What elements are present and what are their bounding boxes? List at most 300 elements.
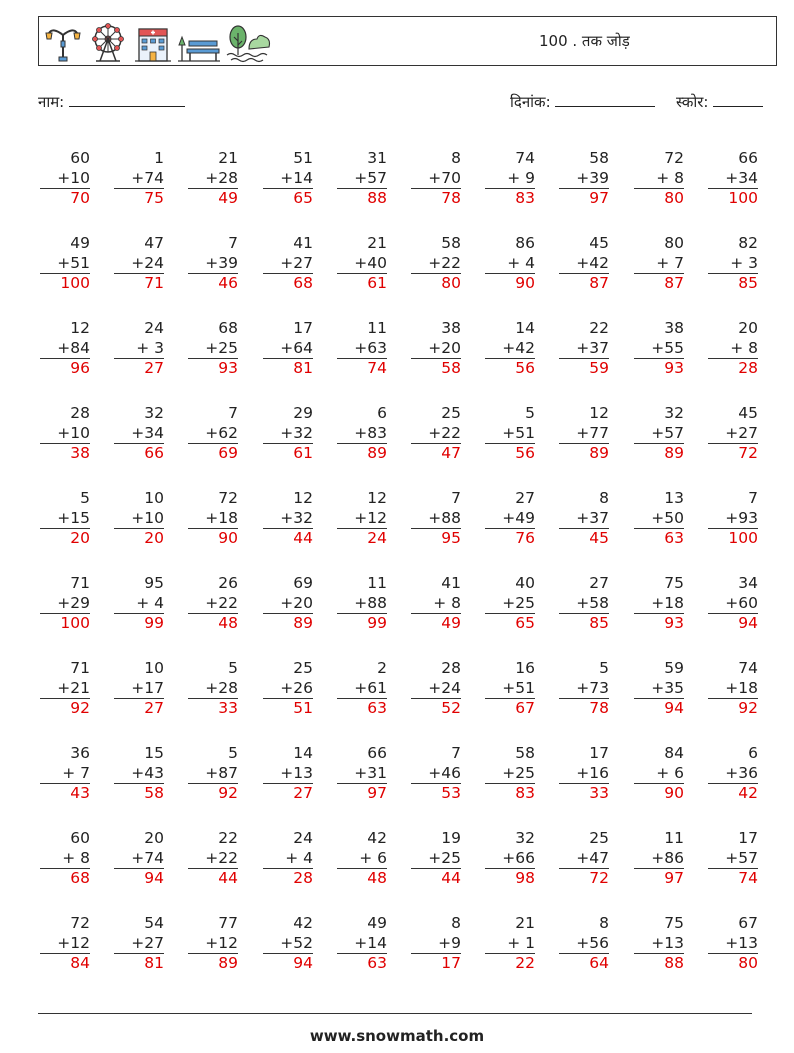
addend-bottom: +9 xyxy=(438,933,461,952)
addend-top: 16 xyxy=(515,659,535,677)
addition-problem xyxy=(188,489,238,549)
addend-bottom: +42 xyxy=(502,338,535,357)
addend-bottom: +88 xyxy=(354,593,387,612)
addend-bottom: + 3 xyxy=(136,338,164,357)
answer: 68 xyxy=(263,273,313,294)
addend-bottom: +57 xyxy=(354,168,387,187)
addition-problem xyxy=(188,574,238,634)
addition-problem xyxy=(485,404,535,464)
answer: 44 xyxy=(188,868,238,889)
addend-top: 74 xyxy=(515,149,535,167)
addition-problem xyxy=(634,574,684,634)
addend-top: 58 xyxy=(441,234,461,252)
addend-top: 17 xyxy=(589,744,609,762)
answer: 93 xyxy=(634,613,684,634)
addend-bottom: +46 xyxy=(428,763,461,782)
addition-problem xyxy=(559,404,609,464)
addend-bottom: +40 xyxy=(354,253,387,272)
addition-problem xyxy=(337,744,387,804)
answer: 51 xyxy=(263,698,313,719)
addition-problem xyxy=(114,829,164,889)
answer: 65 xyxy=(485,613,535,634)
answer: 90 xyxy=(485,273,535,294)
addend-bottom: +12 xyxy=(354,508,387,527)
answer: 83 xyxy=(485,783,535,804)
answer: 89 xyxy=(634,443,684,464)
addition-problem xyxy=(708,574,758,634)
addition-problem xyxy=(708,744,758,804)
addend-top: 67 xyxy=(738,914,758,932)
addend-top: 80 xyxy=(664,234,684,252)
answer: 98 xyxy=(485,868,535,889)
addition-problem xyxy=(411,829,461,889)
addition-problem xyxy=(337,234,387,294)
addend-top: 8 xyxy=(599,914,609,932)
answer: 97 xyxy=(337,783,387,804)
addend-bottom: +13 xyxy=(280,763,313,782)
addend-bottom: +18 xyxy=(651,593,684,612)
addition-problem xyxy=(40,744,90,804)
addend-bottom: +64 xyxy=(280,338,313,357)
answer: 27 xyxy=(263,783,313,804)
addition-problem xyxy=(263,489,313,549)
addend-bottom: +74 xyxy=(131,848,164,867)
answer: 48 xyxy=(188,613,238,634)
addend-bottom: + 4 xyxy=(507,253,535,272)
addend-bottom: +25 xyxy=(502,593,535,612)
addend-top: 60 xyxy=(70,829,90,847)
addend-bottom: +14 xyxy=(280,168,313,187)
addend-bottom: +39 xyxy=(576,168,609,187)
answer: 59 xyxy=(559,358,609,379)
addend-bottom: +60 xyxy=(725,593,758,612)
addend-top: 12 xyxy=(70,319,90,337)
addition-problem xyxy=(114,234,164,294)
addition-problem xyxy=(114,744,164,804)
addition-problem xyxy=(485,914,535,974)
addend-top: 17 xyxy=(738,829,758,847)
addition-problem xyxy=(559,489,609,549)
addition-problem xyxy=(411,489,461,549)
addition-problem xyxy=(634,829,684,889)
addition-problem xyxy=(708,234,758,294)
addend-top: 10 xyxy=(144,489,164,507)
addition-problem xyxy=(634,914,684,974)
addend-top: 7 xyxy=(451,744,461,762)
addend-bottom: +22 xyxy=(428,423,461,442)
addition-problem xyxy=(559,744,609,804)
addend-bottom: +42 xyxy=(576,253,609,272)
answer: 38 xyxy=(40,443,90,464)
addend-bottom: +36 xyxy=(725,763,758,782)
addition-problem xyxy=(708,149,758,209)
addition-problem xyxy=(559,234,609,294)
addition-problem xyxy=(411,404,461,464)
addition-problem xyxy=(263,574,313,634)
answer: 28 xyxy=(708,358,758,379)
addend-top: 75 xyxy=(664,914,684,932)
answer: 87 xyxy=(559,273,609,294)
addend-bottom: + 4 xyxy=(285,848,313,867)
addend-top: 77 xyxy=(218,914,238,932)
score-label: स्कोर: xyxy=(676,93,709,111)
addend-top: 47 xyxy=(144,234,164,252)
answer: 89 xyxy=(263,613,313,634)
addend-bottom: +26 xyxy=(280,678,313,697)
answer: 47 xyxy=(411,443,461,464)
addend-top: 84 xyxy=(664,744,684,762)
addend-top: 22 xyxy=(589,319,609,337)
addition-problem xyxy=(411,744,461,804)
addend-top: 42 xyxy=(367,829,387,847)
addend-top: 86 xyxy=(515,234,535,252)
addend-bottom: +32 xyxy=(280,423,313,442)
answer: 85 xyxy=(708,273,758,294)
addend-bottom: +51 xyxy=(502,678,535,697)
answer: 56 xyxy=(485,443,535,464)
addition-problem xyxy=(40,829,90,889)
answer: 81 xyxy=(114,953,164,974)
answer: 33 xyxy=(188,698,238,719)
addend-bottom: +28 xyxy=(205,678,238,697)
addition-problem xyxy=(485,489,535,549)
addition-problem xyxy=(634,319,684,379)
addition-problem xyxy=(485,574,535,634)
addition-problem xyxy=(337,659,387,719)
addition-problem xyxy=(411,659,461,719)
addend-top: 29 xyxy=(293,404,313,422)
answer: 22 xyxy=(485,953,535,974)
answer: 17 xyxy=(411,953,461,974)
addition-problem xyxy=(40,489,90,549)
addend-top: 5 xyxy=(228,744,238,762)
addition-problem xyxy=(40,574,90,634)
addition-problem xyxy=(188,829,238,889)
addition-problem xyxy=(411,574,461,634)
addend-bottom: +87 xyxy=(205,763,238,782)
answer: 88 xyxy=(337,188,387,209)
addend-bottom: +56 xyxy=(576,933,609,952)
answer: 58 xyxy=(114,783,164,804)
addend-top: 10 xyxy=(144,659,164,677)
addend-bottom: +25 xyxy=(428,848,461,867)
answer: 52 xyxy=(411,698,461,719)
addition-problem xyxy=(114,659,164,719)
addition-problem xyxy=(708,659,758,719)
answer: 24 xyxy=(337,528,387,549)
addend-bottom: +20 xyxy=(428,338,461,357)
addend-top: 22 xyxy=(218,829,238,847)
addition-problem xyxy=(40,319,90,379)
addition-problem xyxy=(485,319,535,379)
addend-bottom: +14 xyxy=(354,933,387,952)
addend-bottom: +63 xyxy=(354,338,387,357)
addend-top: 1 xyxy=(154,149,164,167)
answer: 43 xyxy=(40,783,90,804)
footer-site: www.snowmath.com xyxy=(309,1027,485,1045)
addend-bottom: +13 xyxy=(651,933,684,952)
addend-bottom: +28 xyxy=(205,168,238,187)
answer: 20 xyxy=(114,528,164,549)
addend-bottom: +32 xyxy=(280,508,313,527)
addend-bottom: +55 xyxy=(651,338,684,357)
addend-bottom: + 9 xyxy=(507,168,535,187)
addition-problem xyxy=(559,149,609,209)
addend-top: 5 xyxy=(228,659,238,677)
addend-bottom: +51 xyxy=(57,253,90,272)
addition-problem xyxy=(114,574,164,634)
addend-top: 49 xyxy=(70,234,90,252)
addend-bottom: +27 xyxy=(725,423,758,442)
addition-problem xyxy=(263,744,313,804)
addend-top: 82 xyxy=(738,234,758,252)
addition-problem xyxy=(411,234,461,294)
answer: 33 xyxy=(559,783,609,804)
answer: 45 xyxy=(559,528,609,549)
addition-problem xyxy=(188,914,238,974)
addend-top: 21 xyxy=(218,149,238,167)
addition-problem xyxy=(40,149,90,209)
addition-problem xyxy=(411,319,461,379)
addend-top: 38 xyxy=(441,319,461,337)
addend-bottom: +84 xyxy=(57,338,90,357)
answer: 87 xyxy=(634,273,684,294)
addition-problem xyxy=(411,914,461,974)
addition-problem xyxy=(188,404,238,464)
addend-top: 12 xyxy=(589,404,609,422)
answer: 94 xyxy=(708,613,758,634)
answer: 68 xyxy=(40,868,90,889)
addend-top: 5 xyxy=(525,404,535,422)
answer: 92 xyxy=(40,698,90,719)
addend-bottom: +16 xyxy=(576,763,609,782)
answer: 63 xyxy=(634,528,684,549)
addition-problem xyxy=(188,744,238,804)
answer: 61 xyxy=(337,273,387,294)
addend-top: 58 xyxy=(515,744,535,762)
addend-top: 27 xyxy=(589,574,609,592)
addend-top: 36 xyxy=(70,744,90,762)
answer: 94 xyxy=(263,953,313,974)
addition-problem xyxy=(559,659,609,719)
addition-problem xyxy=(40,404,90,464)
addend-top: 60 xyxy=(70,149,90,167)
addition-problem xyxy=(114,149,164,209)
addition-problem xyxy=(337,914,387,974)
addend-bottom: +37 xyxy=(576,338,609,357)
answer: 66 xyxy=(114,443,164,464)
addition-problem xyxy=(634,489,684,549)
addend-bottom: + 6 xyxy=(656,763,684,782)
addition-problem xyxy=(708,829,758,889)
addition-problem xyxy=(40,659,90,719)
addend-top: 7 xyxy=(228,404,238,422)
addend-bottom: +10 xyxy=(131,508,164,527)
answer: 27 xyxy=(114,358,164,379)
addition-problem xyxy=(634,744,684,804)
addend-top: 12 xyxy=(293,489,313,507)
answer: 76 xyxy=(485,528,535,549)
addend-top: 40 xyxy=(515,574,535,592)
addition-problem xyxy=(263,914,313,974)
addition-problem xyxy=(337,489,387,549)
addend-bottom: +25 xyxy=(205,338,238,357)
answer: 94 xyxy=(634,698,684,719)
addend-top: 66 xyxy=(367,744,387,762)
addend-top: 69 xyxy=(293,574,313,592)
answer: 100 xyxy=(708,528,758,549)
addition-problem xyxy=(188,234,238,294)
addend-top: 24 xyxy=(144,319,164,337)
addend-bottom: +66 xyxy=(502,848,535,867)
addend-top: 71 xyxy=(70,659,90,677)
addend-top: 51 xyxy=(293,149,313,167)
addition-problem xyxy=(114,319,164,379)
addend-top: 13 xyxy=(664,489,684,507)
addend-top: 26 xyxy=(218,574,238,592)
addend-top: 66 xyxy=(738,149,758,167)
addend-bottom: + 4 xyxy=(136,593,164,612)
answer: 61 xyxy=(263,443,313,464)
answer: 80 xyxy=(411,273,461,294)
answer: 49 xyxy=(411,613,461,634)
answer: 100 xyxy=(40,273,90,294)
addend-top: 20 xyxy=(144,829,164,847)
addend-top: 95 xyxy=(144,574,164,592)
worksheet-title: 100 . तक जोड़ xyxy=(539,32,630,50)
footer-divider xyxy=(38,1013,752,1014)
addend-top: 28 xyxy=(441,659,461,677)
addition-problem xyxy=(708,914,758,974)
addend-bottom: +88 xyxy=(428,508,461,527)
addend-top: 7 xyxy=(748,489,758,507)
addend-bottom: +61 xyxy=(354,678,387,697)
addend-top: 72 xyxy=(218,489,238,507)
addend-top: 21 xyxy=(367,234,387,252)
addend-top: 7 xyxy=(451,489,461,507)
answer: 69 xyxy=(188,443,238,464)
answer: 96 xyxy=(40,358,90,379)
addition-problem xyxy=(263,319,313,379)
addition-problem xyxy=(485,659,535,719)
answer: 20 xyxy=(40,528,90,549)
addend-bottom: +49 xyxy=(502,508,535,527)
answer: 97 xyxy=(634,868,684,889)
addend-top: 71 xyxy=(70,574,90,592)
addend-top: 25 xyxy=(441,404,461,422)
answer: 44 xyxy=(263,528,313,549)
addend-bottom: +25 xyxy=(502,763,535,782)
addition-problem xyxy=(114,914,164,974)
addend-bottom: +47 xyxy=(576,848,609,867)
addend-bottom: + 8 xyxy=(62,848,90,867)
addition-problem xyxy=(411,149,461,209)
addend-top: 6 xyxy=(377,404,387,422)
addition-problem xyxy=(634,404,684,464)
addend-bottom: +20 xyxy=(280,593,313,612)
addend-bottom: +27 xyxy=(280,253,313,272)
addend-bottom: +34 xyxy=(131,423,164,442)
addend-bottom: +62 xyxy=(205,423,238,442)
addend-bottom: +86 xyxy=(651,848,684,867)
addend-top: 25 xyxy=(293,659,313,677)
answer: 80 xyxy=(634,188,684,209)
answer: 78 xyxy=(559,698,609,719)
addend-bottom: +15 xyxy=(57,508,90,527)
answer: 74 xyxy=(708,868,758,889)
answer: 83 xyxy=(485,188,535,209)
addend-bottom: +39 xyxy=(205,253,238,272)
addend-bottom: + 3 xyxy=(730,253,758,272)
addend-top: 11 xyxy=(664,829,684,847)
answer: 65 xyxy=(263,188,313,209)
answer: 70 xyxy=(40,188,90,209)
answer: 88 xyxy=(634,953,684,974)
addend-top: 68 xyxy=(218,319,238,337)
addend-top: 5 xyxy=(599,659,609,677)
answer: 63 xyxy=(337,698,387,719)
addend-bottom: +10 xyxy=(57,423,90,442)
addend-bottom: +58 xyxy=(576,593,609,612)
addend-bottom: +37 xyxy=(576,508,609,527)
addition-problem xyxy=(337,829,387,889)
addend-bottom: +18 xyxy=(725,678,758,697)
answer: 84 xyxy=(40,953,90,974)
addend-bottom: +73 xyxy=(576,678,609,697)
addend-bottom: + 8 xyxy=(433,593,461,612)
answer: 67 xyxy=(485,698,535,719)
answer: 93 xyxy=(634,358,684,379)
addend-top: 72 xyxy=(70,914,90,932)
addition-problem xyxy=(114,404,164,464)
answer: 100 xyxy=(40,613,90,634)
answer: 74 xyxy=(337,358,387,379)
answer: 99 xyxy=(337,613,387,634)
addend-top: 75 xyxy=(664,574,684,592)
addend-top: 15 xyxy=(144,744,164,762)
addend-top: 11 xyxy=(367,319,387,337)
answer: 71 xyxy=(114,273,164,294)
addend-top: 42 xyxy=(293,914,313,932)
name-label: नाम: xyxy=(38,93,65,111)
answer: 56 xyxy=(485,358,535,379)
addition-problem xyxy=(485,234,535,294)
addend-bottom: + 7 xyxy=(656,253,684,272)
addition-problem xyxy=(559,319,609,379)
addend-bottom: +57 xyxy=(651,423,684,442)
answer: 63 xyxy=(337,953,387,974)
addend-bottom: +22 xyxy=(428,253,461,272)
addend-bottom: +13 xyxy=(725,933,758,952)
addend-bottom: +74 xyxy=(131,168,164,187)
addend-top: 8 xyxy=(599,489,609,507)
addend-top: 5 xyxy=(80,489,90,507)
addend-top: 7 xyxy=(228,234,238,252)
addend-bottom: +70 xyxy=(428,168,461,187)
addend-top: 17 xyxy=(293,319,313,337)
addend-top: 45 xyxy=(738,404,758,422)
addition-problem xyxy=(263,404,313,464)
addend-bottom: +24 xyxy=(428,678,461,697)
answer: 42 xyxy=(708,783,758,804)
addition-problem xyxy=(559,574,609,634)
answer: 89 xyxy=(559,443,609,464)
addend-top: 49 xyxy=(367,914,387,932)
answer: 46 xyxy=(188,273,238,294)
addition-problem xyxy=(559,914,609,974)
answer: 89 xyxy=(188,953,238,974)
addition-problem xyxy=(559,829,609,889)
